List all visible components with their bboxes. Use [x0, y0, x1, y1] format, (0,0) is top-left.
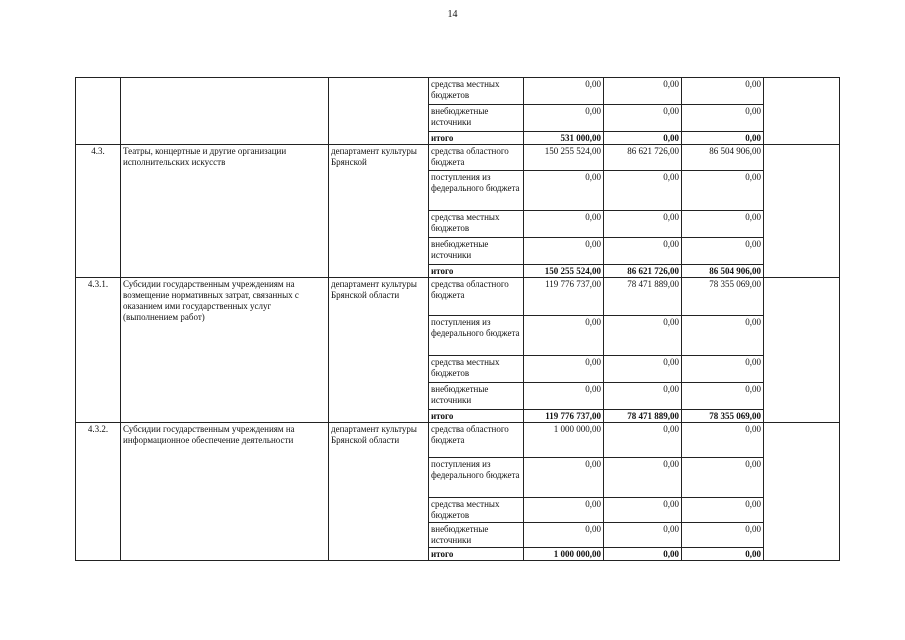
source-cell: итого: [429, 132, 524, 145]
value-cell: 0,00: [604, 423, 682, 458]
name-cell: Субсидии государственным учреждениям на информационное обеспечение деятельности: [121, 423, 329, 561]
value-cell: 0,00: [604, 498, 682, 523]
value-cell: 86 621 726,00: [604, 145, 682, 171]
value-cell: 0,00: [682, 211, 764, 238]
value-cell: 0,00: [604, 105, 682, 132]
value-cell: 119 776 737,00: [524, 278, 604, 316]
value-cell: 0,00: [524, 458, 604, 498]
value-cell: 150 255 524,00: [524, 145, 604, 171]
extra-cell: [764, 145, 840, 278]
value-cell: 1 000 000,00: [524, 423, 604, 458]
value-cell: 0,00: [524, 78, 604, 105]
value-cell: 0,00: [682, 383, 764, 410]
source-cell: средства областного бюджета: [429, 278, 524, 316]
value-cell: 86 621 726,00: [604, 265, 682, 278]
source-cell: внебюджетные источники: [429, 238, 524, 265]
value-cell: 1 000 000,00: [524, 548, 604, 561]
value-cell: 0,00: [604, 171, 682, 211]
value-cell: 0,00: [524, 383, 604, 410]
value-cell: 86 504 906,00: [682, 145, 764, 171]
source-cell: средства местных бюджетов: [429, 498, 524, 523]
name-cell: Театры, концертные и другие организации исполнительских искусств: [121, 145, 329, 278]
value-cell: 0,00: [682, 498, 764, 523]
value-cell: 0,00: [604, 238, 682, 265]
source-cell: поступления из федерального бюджета: [429, 171, 524, 211]
table-row: [76, 145, 840, 171]
table-row: [76, 78, 840, 105]
value-cell: 0,00: [524, 523, 604, 548]
value-cell: 0,00: [682, 78, 764, 105]
page-number: 14: [447, 9, 458, 20]
value-cell: 0,00: [682, 316, 764, 356]
value-cell: 0,00: [604, 316, 682, 356]
value-cell: 0,00: [604, 132, 682, 145]
source-cell: внебюджетные источники: [429, 523, 524, 548]
value-cell: 0,00: [682, 523, 764, 548]
value-cell: 0,00: [524, 211, 604, 238]
value-cell: 0,00: [524, 498, 604, 523]
num-cell: 4.3.2.: [76, 423, 121, 561]
source-cell: средства областного бюджета: [429, 145, 524, 171]
value-cell: 86 504 906,00: [682, 265, 764, 278]
num-cell: 4.3.: [76, 145, 121, 278]
table-row: [76, 423, 840, 458]
value-cell: 0,00: [604, 523, 682, 548]
source-cell: средства местных бюджетов: [429, 211, 524, 238]
value-cell: 0,00: [682, 105, 764, 132]
source-cell: внебюджетные источники: [429, 105, 524, 132]
value-cell: 119 776 737,00: [524, 410, 604, 423]
value-cell: 0,00: [682, 132, 764, 145]
source-cell: поступления из федерального бюджета: [429, 316, 524, 356]
value-cell: 0,00: [604, 211, 682, 238]
value-cell: 0,00: [524, 171, 604, 211]
value-cell: 531 000,00: [524, 132, 604, 145]
source-cell: итого: [429, 265, 524, 278]
value-cell: 0,00: [682, 458, 764, 498]
value-cell: 78 471 889,00: [604, 410, 682, 423]
value-cell: 78 471 889,00: [604, 278, 682, 316]
source-cell: средства местных бюджетов: [429, 356, 524, 383]
value-cell: 0,00: [524, 316, 604, 356]
extra-cell: [764, 78, 840, 145]
value-cell: 0,00: [524, 105, 604, 132]
value-cell: 0,00: [524, 356, 604, 383]
extra-cell: [764, 278, 840, 423]
num-cell: [76, 78, 121, 145]
table-row: [76, 278, 840, 316]
source-cell: внебюджетные источники: [429, 383, 524, 410]
value-cell: 0,00: [604, 458, 682, 498]
dept-cell: департамент культуры Брянской области: [329, 423, 429, 561]
value-cell: 0,00: [604, 548, 682, 561]
value-cell: 0,00: [604, 383, 682, 410]
value-cell: 0,00: [682, 548, 764, 561]
extra-cell: [764, 423, 840, 561]
value-cell: 0,00: [604, 78, 682, 105]
value-cell: 78 355 069,00: [682, 410, 764, 423]
num-cell: 4.3.1.: [76, 278, 121, 423]
dept-cell: [329, 78, 429, 145]
value-cell: 0,00: [524, 238, 604, 265]
source-cell: средства областного бюджета: [429, 423, 524, 458]
value-cell: 0,00: [682, 171, 764, 211]
name-cell: [121, 78, 329, 145]
dept-cell: департамент культуры Брянской: [329, 145, 429, 278]
dept-cell: департамент культуры Брянской области: [329, 278, 429, 423]
value-cell: 0,00: [604, 356, 682, 383]
source-cell: итого: [429, 410, 524, 423]
value-cell: 0,00: [682, 238, 764, 265]
value-cell: 0,00: [682, 423, 764, 458]
budget-table: [75, 77, 840, 561]
value-cell: 0,00: [682, 356, 764, 383]
source-cell: поступления из федерального бюджета: [429, 458, 524, 498]
value-cell: 78 355 069,00: [682, 278, 764, 316]
source-cell: итого: [429, 548, 524, 561]
source-cell: средства местных бюджетов: [429, 78, 524, 105]
name-cell: Субсидии государственным учреждениям на возмещение нормативных затрат, связанных с оказанием ими государственных услуг (выполнением работ): [121, 278, 329, 423]
value-cell: 150 255 524,00: [524, 265, 604, 278]
